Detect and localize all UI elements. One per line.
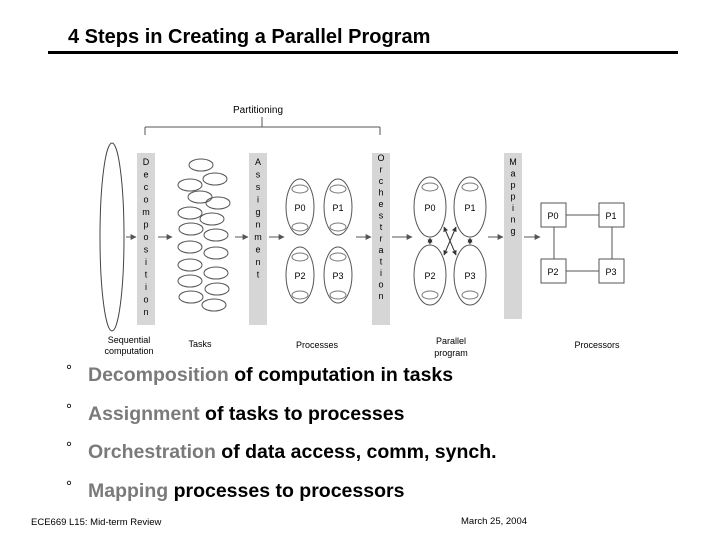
decomposition-letter: o bbox=[143, 232, 149, 242]
mapping-letter: p bbox=[510, 180, 516, 190]
task bbox=[204, 229, 228, 241]
bullet-marker: ° bbox=[66, 362, 72, 379]
processes-group bbox=[286, 179, 352, 303]
orchestration-letter: e bbox=[378, 199, 384, 209]
orchestration-letter: i bbox=[380, 268, 382, 278]
decomposition-letter: i bbox=[145, 282, 147, 292]
caption-processors: Processors bbox=[574, 340, 620, 350]
orchestration-letter: t bbox=[379, 256, 383, 267]
decomposition-letter: c bbox=[143, 182, 149, 192]
bullet-marker: ° bbox=[66, 400, 72, 418]
caption-tasks: Tasks bbox=[188, 339, 212, 349]
process-label-p1: P1 bbox=[332, 203, 344, 213]
title-rule bbox=[48, 51, 678, 54]
bullet-description: of computation in tasks bbox=[228, 364, 454, 386]
task bbox=[179, 223, 203, 235]
orchestration-letter: O bbox=[377, 153, 385, 163]
slide-title: 4 Steps in Creating a Parallel Program bbox=[68, 26, 431, 48]
decomposition-letter: o bbox=[143, 194, 149, 205]
task bbox=[178, 275, 202, 287]
orchestration-letter: r bbox=[379, 233, 383, 244]
orchestration-letter: a bbox=[378, 245, 384, 255]
caption-program: program bbox=[434, 348, 468, 358]
task bbox=[188, 191, 212, 203]
tasks-group bbox=[178, 159, 230, 311]
bullet-description: of tasks to processes bbox=[199, 402, 405, 425]
bullet-keyword: Decomposition bbox=[88, 364, 229, 386]
parallel-program-group bbox=[414, 177, 486, 305]
bullet-mapping bbox=[66, 476, 706, 515]
task bbox=[178, 179, 202, 191]
process-label-p3: P3 bbox=[332, 271, 344, 281]
assignment-letter: A bbox=[254, 157, 262, 167]
bullet-list bbox=[66, 360, 706, 514]
assignment-letter: g bbox=[255, 207, 261, 217]
sequential-computation-ellipse bbox=[100, 143, 124, 331]
assignment-letter: n bbox=[255, 257, 261, 267]
task bbox=[178, 207, 202, 219]
decomposition-letter: n bbox=[143, 307, 149, 317]
parallel-label-p2: P2 bbox=[424, 271, 436, 281]
mapping-letter: i bbox=[512, 203, 514, 213]
decomposition-letter: p bbox=[143, 219, 149, 230]
bullet-description: processes to processors bbox=[168, 479, 405, 502]
task bbox=[203, 173, 227, 185]
bullet-marker: ° bbox=[66, 439, 72, 456]
task bbox=[178, 259, 202, 271]
mapping-letter: a bbox=[510, 168, 516, 179]
decomposition-letter: m bbox=[142, 207, 150, 217]
assignment-letter: s bbox=[255, 169, 261, 180]
bullet-keyword: Mapping bbox=[88, 479, 169, 502]
task bbox=[205, 283, 229, 295]
task bbox=[179, 291, 203, 303]
orchestration-letter: r bbox=[379, 164, 383, 175]
orchestration-letter: s bbox=[378, 210, 384, 221]
assignment-letter: s bbox=[255, 182, 261, 192]
parallel-label-p1: P1 bbox=[464, 203, 476, 213]
processors-group bbox=[541, 203, 624, 283]
decomposition-letter: o bbox=[143, 294, 149, 305]
process-label-p0: P0 bbox=[294, 203, 306, 213]
footer-course: ECE669 L15: Mid-term Review bbox=[31, 517, 162, 528]
task bbox=[189, 159, 213, 171]
orchestration-letter: o bbox=[378, 279, 384, 290]
task bbox=[206, 197, 230, 209]
mapping-letter: g bbox=[510, 226, 516, 236]
bullet-marker: ° bbox=[66, 477, 72, 495]
task bbox=[202, 299, 226, 311]
decomposition-letter: e bbox=[143, 169, 149, 180]
assignment-letter: n bbox=[255, 219, 261, 230]
decomposition-letter: i bbox=[145, 257, 147, 267]
caption-sequential: Sequential bbox=[107, 335, 151, 345]
orchestration-letter: c bbox=[378, 176, 384, 186]
caption-parallel: Parallel bbox=[435, 336, 467, 346]
assignment-letter: t bbox=[256, 269, 260, 280]
bullet-orchestration bbox=[66, 437, 706, 476]
decomposition-letter: D bbox=[142, 157, 150, 167]
assignment-letter: e bbox=[255, 244, 261, 255]
task bbox=[204, 267, 228, 279]
parallel-label-p3: P3 bbox=[464, 271, 476, 281]
mapping-letter: n bbox=[510, 214, 516, 225]
caption-processes: Processes bbox=[295, 340, 339, 350]
footer-date: March 25, 2004 bbox=[461, 516, 528, 527]
decomposition-letter: t bbox=[144, 269, 148, 280]
task bbox=[204, 247, 228, 259]
bullet-assignment bbox=[66, 399, 706, 438]
caption-computation: computation bbox=[104, 346, 154, 356]
partitioning-label: Partitioning bbox=[232, 105, 284, 116]
bullet-description: of data access, comm, synch. bbox=[215, 441, 497, 463]
bullet-decomposition bbox=[66, 360, 706, 399]
decomposition-letter: s bbox=[143, 244, 149, 255]
mapping-letter: M bbox=[509, 157, 517, 167]
assignment-letter: i bbox=[257, 194, 259, 205]
orchestration-letter: h bbox=[378, 187, 384, 198]
mapping-letter: p bbox=[510, 191, 516, 202]
task bbox=[178, 241, 202, 253]
orchestration-letter: n bbox=[378, 291, 384, 301]
processor-label-p0: P0 bbox=[547, 211, 559, 221]
processor-label-p1: P1 bbox=[605, 211, 617, 221]
process-label-p2: P2 bbox=[294, 271, 306, 281]
bullet-keyword: Assignment bbox=[88, 402, 200, 425]
task bbox=[200, 213, 224, 225]
bullet-keyword: Orchestration bbox=[88, 441, 216, 463]
processor-label-p2: P2 bbox=[547, 267, 559, 277]
parallel-program-diagram bbox=[0, 95, 720, 365]
processor-label-p3: P3 bbox=[605, 267, 617, 277]
assignment-letter: m bbox=[254, 232, 262, 242]
parallel-label-p0: P0 bbox=[424, 203, 436, 213]
orchestration-letter: t bbox=[379, 222, 383, 232]
